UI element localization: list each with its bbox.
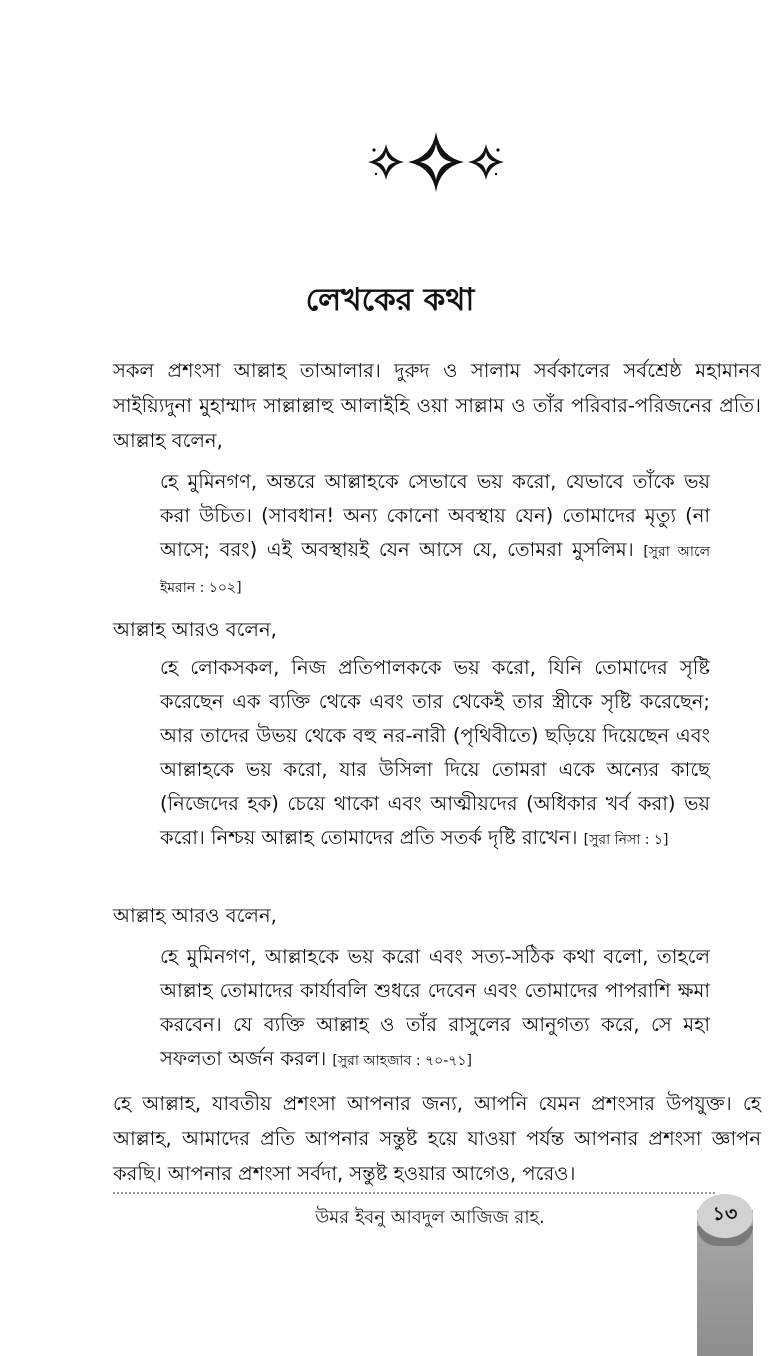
quote-text: হে লোকসকল, নিজ প্রতিপালককে ভয় করো, যিনি তোমাদের সৃষ্টি করেছেন এক ব্যক্তি থেকে এবং তার থেকেই তার স্ত্রীকে সৃষ্টি করেছেন; আর তাদের উভয় থেকে বহু নর-নারী (পৃথিবীতে) ছড়িয়ে দিয়েছেন এবং আল্লাহকে ভয় করো, যার উসিলা দিয়ে তোমরা একে অন্যের কাছে (নিজেদের হক) চেয়ে থাকো এবং আত্মীয়দের (অধিকার খর্ব করা) ভয় করো। নিশ্চয় আল্লাহ তোমাদের প্রতি সতর্ক দৃষ্টি রাখেন। <box>160 656 710 849</box>
transition-line: আল্লাহ আরও বলেন, <box>113 618 277 641</box>
page-number: ১৩ <box>697 1194 753 1238</box>
quote-block-3 <box>160 940 710 1078</box>
quote-block-1 <box>160 465 710 605</box>
quote-block-2 <box>160 651 710 857</box>
quote-text: হে মুমিনগণ, আল্লাহকে ভয় করো এবং সত্য-সঠিক কথা বলো, তাহলে আল্লাহ তোমাদের কার্যাবলি শুধরে দেবেন এবং তোমাদের পাপরাশি ক্ষমা করবেন। যে ব্যক্তি আল্লাহ ও তাঁর রাসুলের আনুগত্য করে, সে মহা সফলতা অর্জন করল। <box>160 945 710 1070</box>
transition-line: আল্লাহ আরও বলেন, <box>113 904 277 927</box>
quote-reference: [সুরা আহজাব : ৭০-৭১] <box>332 1053 472 1069</box>
running-footer-author: উমর ইবনু আবদুল আজিজ রাহ. <box>315 1207 545 1228</box>
page-title: লেখকের কথা <box>305 282 475 318</box>
intro-paragraph: সকল প্রশংসা আল্লাহ তাআলার। দুরুদ ও সালাম সর্বকালের সর্বশ্রেষ্ঠ মহামানব সাইয়্যিদুনা মুহাম্মাদ সাল্লাল্লাহু আলাইহি ওয়া সাল্লাম ও তাঁর পরিবার-পরিজনের প্রতি। আল্লাহ বলেন, <box>113 359 761 452</box>
ornament-stars-icon <box>366 130 506 194</box>
quote-reference: [সুরা আলে ইমরান : ১০২] <box>160 544 710 596</box>
closing-paragraph: হে আল্লাহ, যাবতীয় প্রশংসা আপনার জন্য, আপনি যেমন প্রশংসার উপযুক্ত। হে আল্লাহ, আমাদের প্রতি আপনার সন্তুষ্ট হয়ে যাওয়া পর্যন্ত আপনার প্রশংসা জ্ঞাপন করছি। আপনার প্রশংসা সর্বদা, সন্তুষ্ট হওয়ার আগেও, পরেও। <box>113 1092 761 1185</box>
quote-text: হে মুমিনগণ, অন্তরে আল্লাহকে সেভাবে ভয় করো, যেভাবে তাঁকে ভয় করা উচিত। (সাবধান! অন্য কোনো অবস্থায় যেন) তোমাদের মৃত্যু (না আসে; বরং) এই অবস্থায়ই যেন আসে যে, তোমরা মুসলিম। <box>160 470 710 561</box>
footer-divider <box>113 1192 715 1194</box>
quote-reference: [সুরা নিসা : ১] <box>583 832 669 848</box>
